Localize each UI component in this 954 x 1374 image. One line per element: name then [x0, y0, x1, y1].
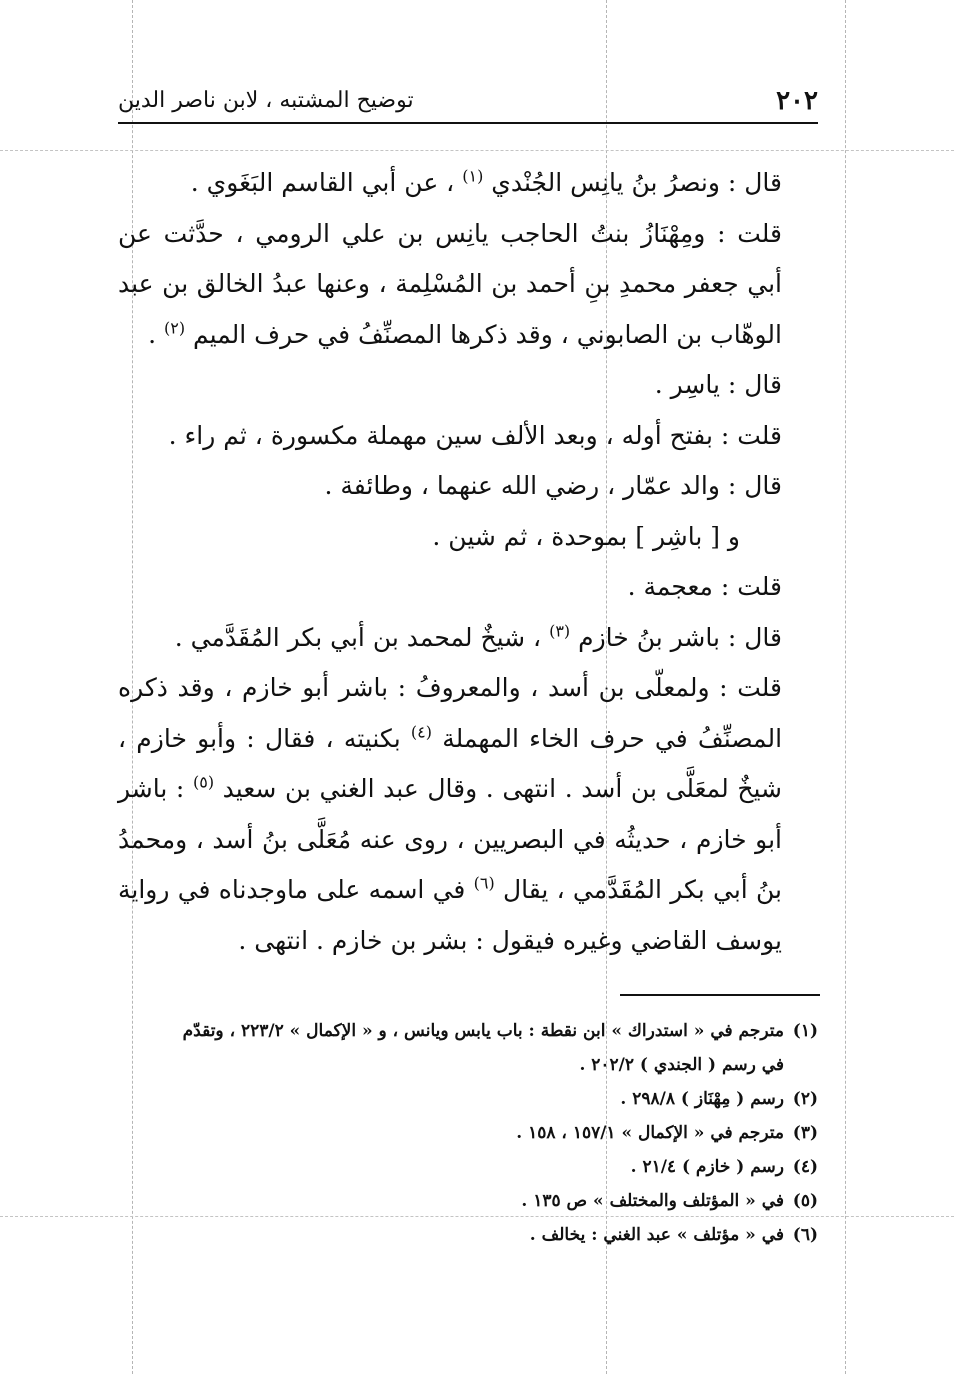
text-span: ، عن أبي القاسم البَغَوي .	[190, 168, 455, 197]
footnote-number: (٢)	[792, 1089, 818, 1109]
footnote-number: (٣)	[792, 1123, 818, 1143]
footnote-ref[interactable]: (١)	[462, 166, 484, 186]
footnote-ref[interactable]: (٢)	[163, 318, 186, 338]
paragraph: و [ باشِر ] بموحدة ، ثم شين .	[432, 521, 740, 551]
text-span: قال : ونصرُ بنُ يانِس الجُنْدي	[491, 168, 782, 197]
footnote	[118, 1184, 818, 1218]
paragraph	[118, 663, 818, 966]
page-number: ٢٠٢	[776, 86, 818, 116]
footnote-continuation: في رسم ( الجندي ) ٢٠٢/٢ .	[579, 1055, 784, 1075]
main-text	[118, 158, 818, 966]
page-header	[118, 82, 818, 124]
footnote-number: (٥)	[792, 1191, 818, 1211]
footnote-number: (٦)	[792, 1225, 818, 1245]
text-span: قلت : ولمعلّى بن أسد ، والمعروفُ : باشر أبو خازم ، وقد ذكره المصنِّفُ في حرف الخاء المهملة	[118, 673, 783, 753]
paragraph: قلت : بفتح أوله ، وبعد الألف سين مهملة مكسورة ، ثم راء .	[168, 420, 782, 450]
footnote	[118, 1150, 818, 1184]
footnote-text: في « مؤتلف » عبد الغني : يخالف .	[529, 1225, 784, 1245]
footnote-ref[interactable]: (٣)	[549, 621, 571, 641]
text-span: بكنيته ، فقال : وأبو خازم ، شيخٌ لمعَلَّى بن أسد . انتهى . وقال عبد الغني بن سعيد	[118, 723, 782, 803]
footnote-number: (٤)	[792, 1157, 818, 1177]
footnote	[118, 1082, 818, 1116]
footnote-text: في « المؤتلف والمختلف » ص ١٣٥ .	[521, 1191, 784, 1211]
footnote-ref[interactable]: (٦)	[473, 873, 495, 893]
text-span: في اسمه على ماوجدناه في رواية يوسف القاضي وغيره فيقول : بشر بن خازم . انتهى .	[118, 875, 782, 955]
text-span: ، شيخٌ لمحمد بن أبي بكر المُقَدَّمي .	[174, 622, 542, 652]
footnote-ref[interactable]: (٤)	[410, 722, 433, 742]
text-span: : باشر أبو خازم ، حديثُه في البصريين ، روى عنه مُعَلَّى بنُ أسد ، ومحمدُ بنُ أبي بكر المُقَدَّمي ، يقال	[118, 774, 782, 904]
footnote-separator	[620, 994, 820, 996]
footnote-text: رسم ( خازم ) ٢١/٤ .	[630, 1157, 784, 1177]
text-span: .	[148, 319, 157, 349]
guide-line	[0, 150, 954, 151]
paragraph	[118, 613, 818, 664]
text-span: قال : باشر بنُ خازم	[578, 622, 782, 652]
paragraph: قال : ياسِر .	[654, 370, 782, 399]
footnote-text: مترجم في « الإكمال » ١٥٧/١ ، ١٥٨ .	[516, 1123, 784, 1143]
paragraph: قلت : معجمة .	[627, 572, 782, 601]
guide-line	[845, 0, 846, 1374]
footnote-text: مترجم في « استدراك » ابن نقطة : باب يابس ويانس ، و « الإكمال » ٢٢٣/٢ ، وتقدّم	[182, 1021, 784, 1041]
footnotes	[118, 1014, 818, 1252]
running-title: توضيح المشتبه ، لابن ناصر الدين	[118, 88, 414, 113]
footnote	[118, 1218, 818, 1252]
paragraph: قال : والد عمّار ، رضي الله عنهما ، وطائفة .	[324, 471, 782, 500]
paragraph	[118, 209, 818, 361]
paragraph	[118, 158, 818, 209]
footnote	[118, 1116, 818, 1150]
footnote-text: رسم ( مِهْنَاز ) ٢٩٨/٨ .	[620, 1089, 784, 1109]
footnote-number: (١)	[792, 1021, 818, 1041]
text-span: قلت : ومِهْنَازُ بنتُ الحاجب يانِس بن علي الرومي ، حدَّثت عن أبي جعفر محمدِ بنِ أحمد بن المُسْلِمة ، وعنها عبدُ الخالق بن عبد الوهّاب بن الصابوني ، وقد ذكرها المصنِّفُ في حرف الميم	[118, 218, 782, 349]
footnote	[118, 1014, 818, 1048]
footnote-ref[interactable]: (٥)	[192, 772, 215, 792]
